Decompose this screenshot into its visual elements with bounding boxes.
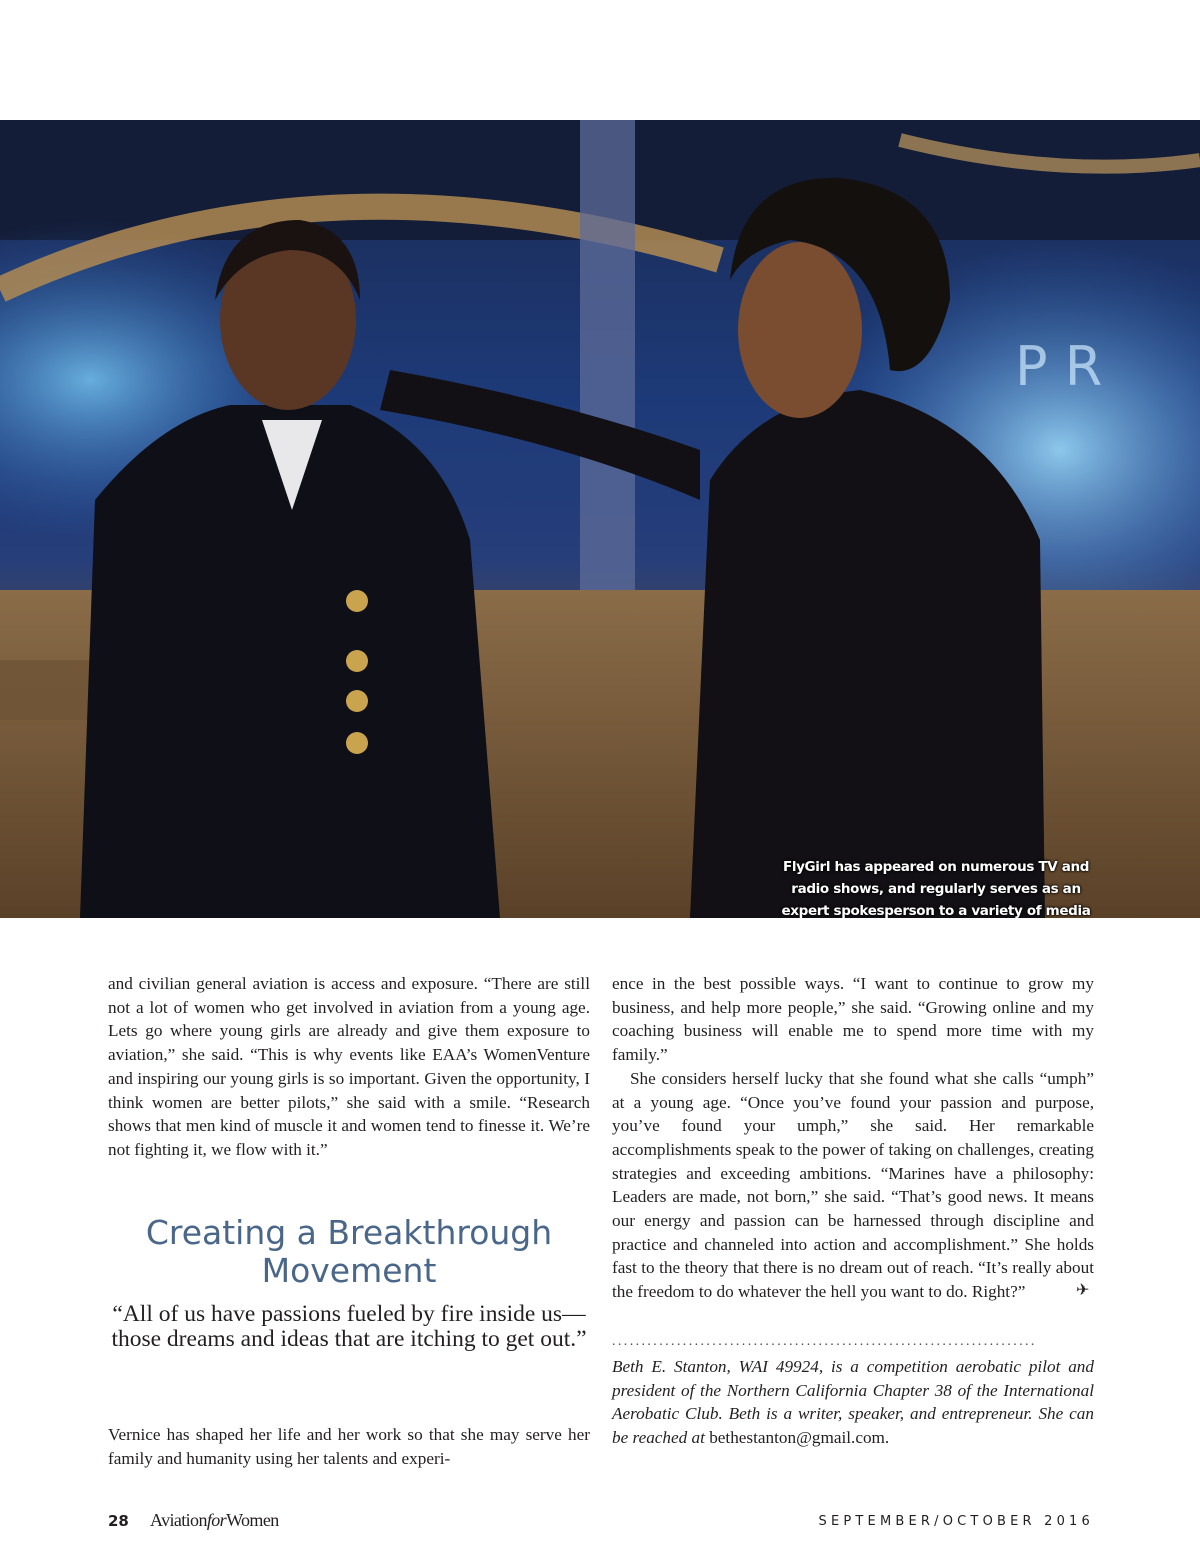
backdrop-letters: P R bbox=[1015, 335, 1103, 398]
article-paragraph: ence in the best possible ways. “I want to continue to grow my business, and help more people,” she said. “Growing online and my coaching business will enable me to spend more time with my family.” bbox=[612, 974, 1094, 1065]
section-subhead: Creating a Breakthrough Movement bbox=[145, 1213, 553, 1290]
left-column-continuation bbox=[108, 1406, 590, 1488]
issue-date: SEPTEMBER/OCTOBER 2016 bbox=[818, 1514, 1094, 1529]
photo-caption: FlyGirl has appeared on numerous TV and radio shows, and regularly serves as an expert spokesperson to a variety of media bbox=[781, 859, 1091, 918]
author-bio bbox=[612, 1355, 1094, 1450]
left-column bbox=[108, 972, 590, 1162]
article-paragraph: Vernice has shaped her life and her work so that she may serve her family and humanity using her talents and experi- bbox=[108, 1425, 590, 1468]
dotted-separator: ........................................................................ bbox=[612, 1334, 1037, 1349]
magazine-name-part: Aviation bbox=[150, 1510, 207, 1530]
article-paragraph: She considers herself lucky that she found what she calls “umph” at a young age. “Once you’ve found your passion and purpose, you’ve found your umph,” she said. Her remarkable accomplishments speak to the power of taking on challenges, creating strategies and exceeding ambitions. “Marines have a philosophy: Leaders are made, not born,” she said. “That’s good news. It means our energy and passion can be harnessed through discipline and practice and channeled into action and accomplishment.” She holds fast to the theory that there is no dream out of reach. “It’s really about the freedom to do whatever the hell you want to do. Right?” bbox=[612, 1068, 1094, 1302]
author-bio-text: Beth E. Stanton, WAI 49924, is a competition aerobatic pilot and president of the Northern California Chapter 38 of the International Aerobatic Club. Beth is a writer, speaker, and entrepreneur. She can be reached at bbox=[612, 1357, 1094, 1448]
airplane-end-icon: ✈ bbox=[1076, 1282, 1090, 1299]
page-number: 28 bbox=[108, 1512, 129, 1530]
magazine-name-part: Women bbox=[226, 1510, 279, 1530]
article-paragraph: and civilian general aviation is access and exposure. “There are still not a lot of women who get involved in aviation from a young age. Lets go where young girls are already and give them exposure to aviation,” she said. “This is why events like EAA’s WomenVenture and inspiring our young girls is so important. Given the opportunity, I think women are better pilots,” she said with a smile. “Research shows that men kind of muscle it and women tend to finesse it. We’re not fighting it, we flow with it.” bbox=[108, 974, 590, 1159]
right-column bbox=[612, 972, 1094, 1304]
pull-quote: “All of us have passions fueled by fire inside us—those dreams and ideas that are itching to get out.” bbox=[111, 1301, 587, 1352]
author-email: bethestanton@gmail.com. bbox=[709, 1428, 890, 1448]
feature-photo bbox=[0, 120, 1200, 918]
magazine-name bbox=[150, 1510, 279, 1531]
photo-illustration bbox=[0, 120, 1200, 918]
magazine-name-part: for bbox=[206, 1510, 227, 1530]
